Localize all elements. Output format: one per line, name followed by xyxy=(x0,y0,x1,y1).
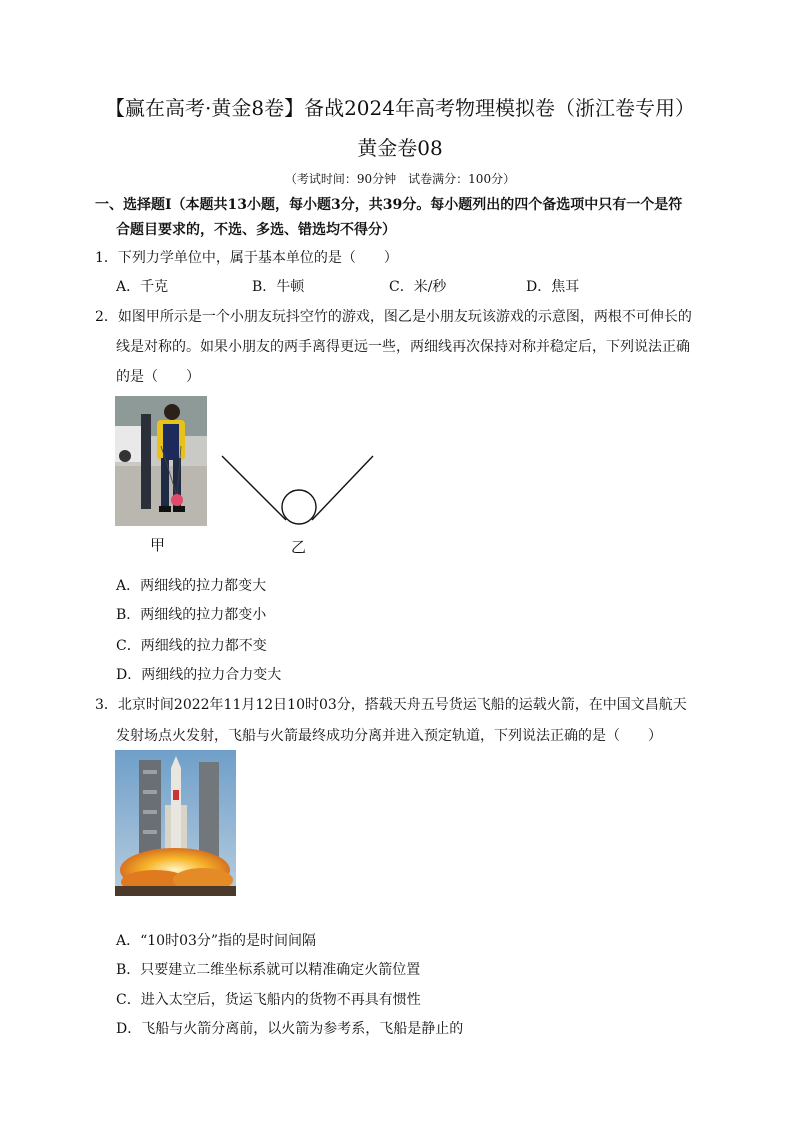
section-heading-cont: 合题目要求的，不选、多选、错选均不得分） xyxy=(116,222,396,238)
rocket-illustration xyxy=(115,750,236,896)
q1-option-b[interactable]: B．牛顿 xyxy=(252,279,305,295)
question-1-stem: 1．下列力学单位中，属于基本单位的是（ ） xyxy=(95,250,398,266)
figure-jia-label: 甲 xyxy=(150,536,166,554)
question-3-stem: 3．北京时间2022年11月12日10时03分，搭载天舟五号货运飞船的运载火箭，在中国文昌航天 xyxy=(95,697,687,713)
question-2-stem-end: 的是（ ） xyxy=(116,369,200,385)
diabolo-photo-illustration xyxy=(115,396,207,526)
figure-yi-diagram xyxy=(220,452,376,528)
q3-option-a[interactable]: A．“10时03分”指的是时间间隔 xyxy=(116,933,317,949)
q2-option-b[interactable]: B．两细线的拉力都变小 xyxy=(116,607,267,623)
question-3-stem-cont: 发射场点火发射，飞船与火箭最终成功分离并进入预定轨道，下列说法正确的是（ ） xyxy=(116,728,662,744)
section-heading: 一、选择题Ⅰ（本题共13小题，每小题3分，共39分。每小题列出的四个备选项中只有一个是符 xyxy=(95,197,683,213)
q2-option-a[interactable]: A．两细线的拉力都变大 xyxy=(116,578,267,594)
q3-option-c[interactable]: C．进入太空后，货运飞船内的货物不再具有惯性 xyxy=(116,992,421,1008)
q3-option-b[interactable]: B．只要建立二维坐标系就可以精准确定火箭位置 xyxy=(116,962,421,978)
page-title: 【赢在高考·黄金8卷】备战2024年高考物理模拟卷（浙江卷专用） xyxy=(105,96,695,120)
exam-info: （考试时间：90分钟 试卷满分：100分） xyxy=(284,172,516,186)
diabolo-schematic xyxy=(220,452,376,528)
q2-option-d[interactable]: D．两细线的拉力合力变大 xyxy=(116,667,282,683)
q2-option-c[interactable]: C．两细线的拉力都不变 xyxy=(116,638,267,654)
figure-jia-photo xyxy=(115,396,207,526)
page-subtitle: 黄金卷08 xyxy=(357,136,443,160)
q3-option-d[interactable]: D．飞船与火箭分离前，以火箭为参考系，飞船是静止的 xyxy=(116,1021,464,1037)
q1-option-a[interactable]: A．千克 xyxy=(116,279,169,295)
q1-option-d[interactable]: D．焦耳 xyxy=(526,279,580,295)
rocket-launch-photo xyxy=(115,750,236,896)
question-2-stem: 2．如图甲所示是一个小朋友玩抖空竹的游戏，图乙是小朋友玩该游戏的示意图，两根不可伸长的 xyxy=(95,309,692,325)
question-2-stem-cont: 线是对称的。如果小朋友的两手离得更远一些，两细线再次保持对称并稳定后，下列说法正确 xyxy=(116,339,690,355)
q1-option-c[interactable]: C．米/秒 xyxy=(389,279,447,295)
figure-yi-label: 乙 xyxy=(291,538,307,556)
